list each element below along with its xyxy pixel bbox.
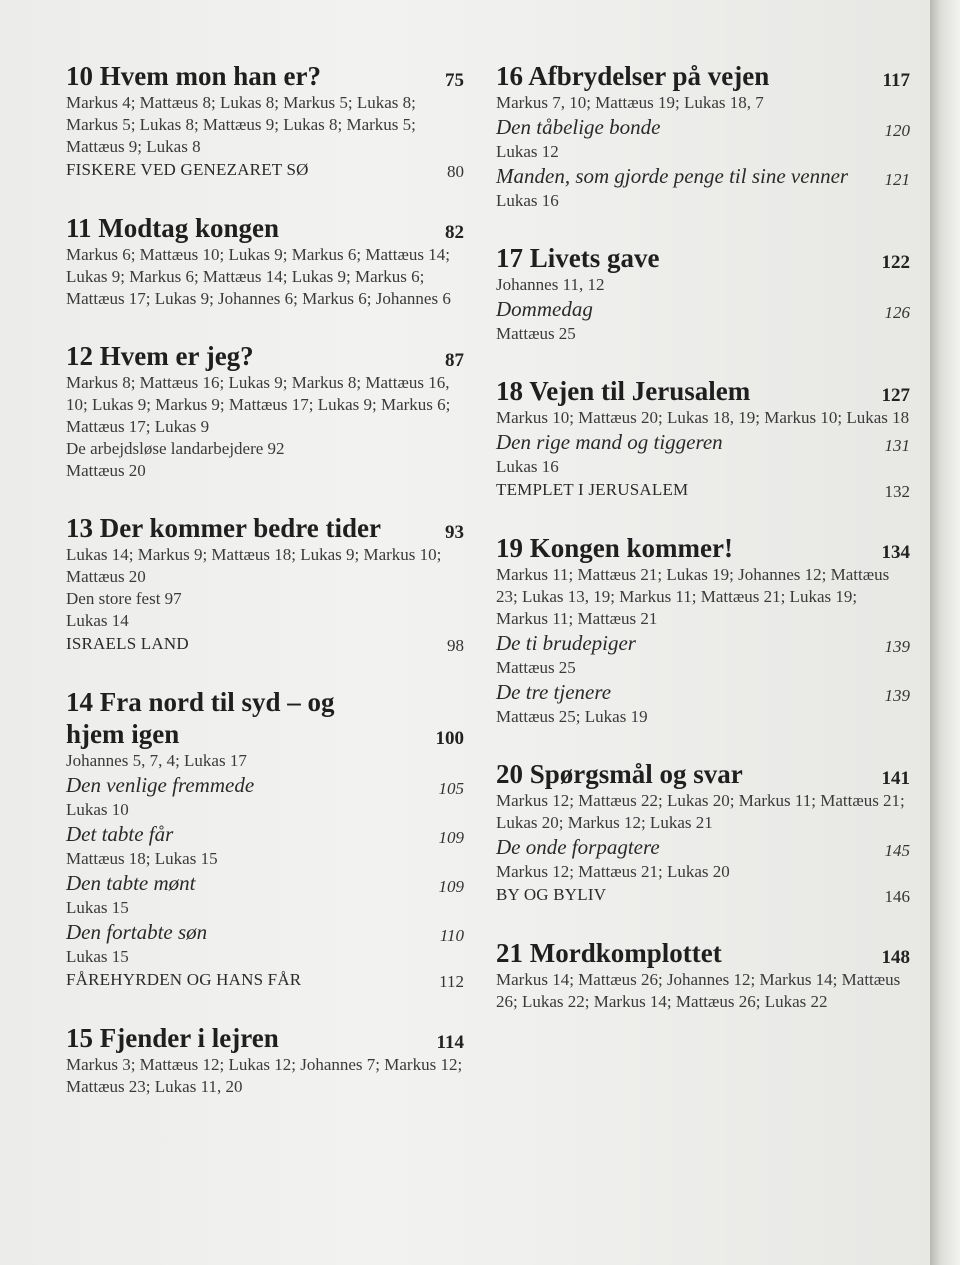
toc-chapter bbox=[66, 1022, 464, 1098]
entry-page-number: 112 bbox=[439, 972, 464, 991]
scripture-references: Mattæus 18; Lukas 15 bbox=[66, 849, 218, 868]
chapter-page-number: 117 bbox=[882, 70, 910, 91]
scripture-references: De arbejdsløse landarbejdere 92 bbox=[66, 439, 285, 458]
scripture-references: Den store fest 97 bbox=[66, 589, 182, 608]
scripture-references: Markus 6; Mattæus 10; Lukas 9; Markus 6; Mattæus 14; Lukas 9; Markus 6; Mattæus 14; Lukas 9; Markus 6; Mattæus 17; Lukas 9; Johannes 6; Markus 6; Johannes 6 bbox=[66, 245, 451, 308]
story-title: Den tåbelige bonde bbox=[496, 115, 661, 139]
feature-title: BY OG BYLIV bbox=[496, 885, 607, 904]
feature-entry bbox=[66, 632, 464, 656]
scripture-references: Markus 7, 10; Mattæus 19; Lukas 18, 7 bbox=[496, 93, 764, 112]
chapter-heading bbox=[496, 375, 910, 407]
chapter-title: 11 Modtag kongen bbox=[66, 213, 280, 243]
scripture-references: Markus 12; Mattæus 21; Lukas 20 bbox=[496, 862, 730, 881]
scripture-references: Lukas 15 bbox=[66, 898, 129, 917]
feature-title: FISKERE VED GENEZARET SØ bbox=[66, 160, 309, 179]
toc-chapter bbox=[66, 686, 464, 992]
chapter-title: 21 Mordkomplottet bbox=[496, 938, 722, 968]
chapter-heading bbox=[66, 340, 464, 372]
chapter-heading bbox=[496, 242, 910, 274]
chapter-title: 18 Vejen til Jerusalem bbox=[496, 376, 751, 406]
scripture-references: Lukas 16 bbox=[496, 457, 559, 476]
toc-chapter bbox=[496, 532, 910, 728]
chapter-page-number: 93 bbox=[445, 522, 464, 543]
story-title: De ti brudepiger bbox=[496, 631, 636, 655]
feature-entry bbox=[66, 968, 464, 992]
story-entry bbox=[66, 772, 464, 799]
entry-page-number: 146 bbox=[884, 887, 910, 906]
chapter-page-number: 148 bbox=[881, 947, 910, 968]
chapter-page-number: 100 bbox=[435, 728, 464, 749]
scripture-references: Lukas 15 bbox=[66, 947, 129, 966]
entry-page-number: 120 bbox=[884, 121, 910, 140]
chapter-title: 16 Afbrydelser på vejen bbox=[496, 61, 770, 91]
story-title: Den venlige fremmede bbox=[66, 773, 255, 797]
story-title: Det tabte får bbox=[66, 822, 174, 846]
scripture-references: Markus 14; Mattæus 26; Johannes 12; Markus 14; Mattæus 26; Lukas 22; Markus 14; Mattæus 26; Lukas 22 bbox=[496, 970, 901, 1011]
toc-column-left bbox=[66, 60, 464, 1128]
chapter-page-number: 122 bbox=[881, 252, 910, 273]
feature-entry bbox=[496, 478, 910, 502]
story-title: Den rige mand og tiggeren bbox=[496, 430, 723, 454]
scripture-references: Mattæus 25 bbox=[496, 658, 576, 677]
scripture-references: Mattæus 20 bbox=[66, 461, 146, 480]
entry-page-number: 132 bbox=[884, 482, 910, 501]
story-entry bbox=[496, 163, 910, 190]
scripture-references: Johannes 5, 7, 4; Lukas 17 bbox=[66, 751, 247, 770]
scripture-references: Johannes 11, 12 bbox=[496, 275, 605, 294]
story-entry bbox=[496, 679, 910, 706]
chapter-heading bbox=[66, 512, 464, 544]
entry-page-number: 139 bbox=[884, 686, 910, 705]
chapter-title: 15 Fjender i lejren bbox=[66, 1023, 279, 1053]
chapter-page-number: 134 bbox=[881, 542, 910, 563]
feature-title: TEMPLET I JERUSALEM bbox=[496, 480, 689, 499]
scripture-references: Markus 4; Mattæus 8; Lukas 8; Markus 5; Lukas 8; Markus 5; Lukas 8; Mattæus 9; Lukas 8; Markus 5; Mattæus 9; Lukas 8 bbox=[66, 93, 416, 156]
chapter-heading bbox=[66, 60, 464, 92]
page-edge bbox=[930, 0, 960, 1265]
chapter-title: 20 Spørgsmål og svar bbox=[496, 759, 743, 789]
scripture-references: Lukas 10 bbox=[66, 800, 129, 819]
story-entry bbox=[66, 870, 464, 897]
chapter-heading bbox=[496, 532, 910, 564]
scripture-references: Mattæus 25; Lukas 19 bbox=[496, 707, 648, 726]
scripture-references: Markus 10; Mattæus 20; Lukas 18, 19; Markus 10; Lukas 18 bbox=[496, 408, 910, 427]
feature-entry bbox=[496, 883, 910, 907]
chapter-title: 13 Der kommer bedre tider bbox=[66, 513, 381, 543]
chapter-title: 17 Livets gave bbox=[496, 243, 660, 273]
chapter-page-number: 87 bbox=[445, 350, 464, 371]
feature-title: FÅREHYRDEN OG HANS FÅR bbox=[66, 970, 302, 989]
toc-chapter bbox=[496, 242, 910, 345]
chapter-page-number: 75 bbox=[445, 70, 464, 91]
toc-chapter bbox=[496, 937, 910, 1013]
toc-chapter bbox=[66, 340, 464, 482]
scripture-references: Markus 3; Mattæus 12; Lukas 12; Johannes 7; Markus 12; Mattæus 23; Lukas 11, 20 bbox=[66, 1055, 463, 1096]
story-entry bbox=[496, 296, 910, 323]
story-entry bbox=[496, 630, 910, 657]
chapter-page-number: 82 bbox=[445, 222, 464, 243]
chapter-heading bbox=[496, 758, 910, 790]
entry-page-number: 109 bbox=[438, 828, 464, 847]
entry-page-number: 139 bbox=[884, 637, 910, 656]
chapter-page-number: 114 bbox=[436, 1032, 464, 1053]
feature-entry bbox=[66, 158, 464, 182]
story-title: De onde forpagtere bbox=[496, 835, 660, 859]
chapter-heading bbox=[66, 686, 464, 750]
entry-page-number: 110 bbox=[439, 926, 464, 945]
story-title: Dommedag bbox=[496, 297, 593, 321]
chapter-heading bbox=[66, 1022, 464, 1054]
scripture-references: Mattæus 25 bbox=[496, 324, 576, 343]
entry-page-number: 131 bbox=[884, 436, 910, 455]
story-entry bbox=[66, 919, 464, 946]
scripture-references: Lukas 12 bbox=[496, 142, 559, 161]
story-title: Manden, som gjorde penge til sine venner bbox=[496, 164, 849, 188]
story-entry bbox=[496, 429, 910, 456]
scripture-references: Markus 12; Mattæus 22; Lukas 20; Markus 11; Mattæus 21; Lukas 20; Markus 12; Lukas 21 bbox=[496, 791, 905, 832]
scripture-references: Markus 11; Mattæus 21; Lukas 19; Johannes 12; Mattæus 23; Lukas 13, 19; Markus 11; Mattæus 21; Lukas 19; Markus 11; Mattæus 21 bbox=[496, 565, 890, 628]
chapter-heading bbox=[496, 937, 910, 969]
chapter-page-number: 141 bbox=[881, 768, 910, 789]
toc-column-right bbox=[496, 60, 910, 1043]
chapter-title: 10 Hvem mon han er? bbox=[66, 61, 321, 91]
chapter-title: 19 Kongen kommer! bbox=[496, 533, 733, 563]
toc-chapter bbox=[66, 60, 464, 182]
toc-chapter bbox=[496, 375, 910, 502]
entry-page-number: 109 bbox=[438, 877, 464, 896]
entry-page-number: 98 bbox=[447, 636, 464, 655]
story-title: Den tabte mønt bbox=[66, 871, 196, 895]
toc-chapter bbox=[66, 512, 464, 656]
scripture-references: Markus 8; Mattæus 16; Lukas 9; Markus 8; Mattæus 16, 10; Lukas 9; Markus 9; Mattæus 17; Lukas 9; Markus 6; Mattæus 17; Lukas 9 bbox=[66, 373, 451, 436]
entry-page-number: 145 bbox=[884, 841, 910, 860]
scripture-references: Lukas 16 bbox=[496, 191, 559, 210]
story-entry bbox=[66, 821, 464, 848]
toc-chapter bbox=[496, 60, 910, 212]
toc-chapter bbox=[496, 758, 910, 907]
story-title: De tre tjenere bbox=[496, 680, 612, 704]
entry-page-number: 80 bbox=[447, 162, 464, 181]
toc-chapter bbox=[66, 212, 464, 310]
feature-title: ISRAELS LAND bbox=[66, 634, 189, 653]
chapter-page-number: 127 bbox=[881, 385, 910, 406]
story-title: Den fortabte søn bbox=[66, 920, 208, 944]
scripture-references: Lukas 14 bbox=[66, 611, 129, 630]
entry-page-number: 126 bbox=[884, 303, 910, 322]
chapter-title: 12 Hvem er jeg? bbox=[66, 341, 254, 371]
chapter-heading bbox=[496, 60, 910, 92]
chapter-title: 14 Fra nord til syd – og hjem igen bbox=[66, 687, 335, 749]
entry-page-number: 121 bbox=[884, 170, 910, 189]
scripture-references: Lukas 14; Markus 9; Mattæus 18; Lukas 9; Markus 10; Mattæus 20 bbox=[66, 545, 442, 586]
entry-page-number: 105 bbox=[438, 779, 464, 798]
story-entry bbox=[496, 114, 910, 141]
chapter-heading bbox=[66, 212, 464, 244]
story-entry bbox=[496, 834, 910, 861]
